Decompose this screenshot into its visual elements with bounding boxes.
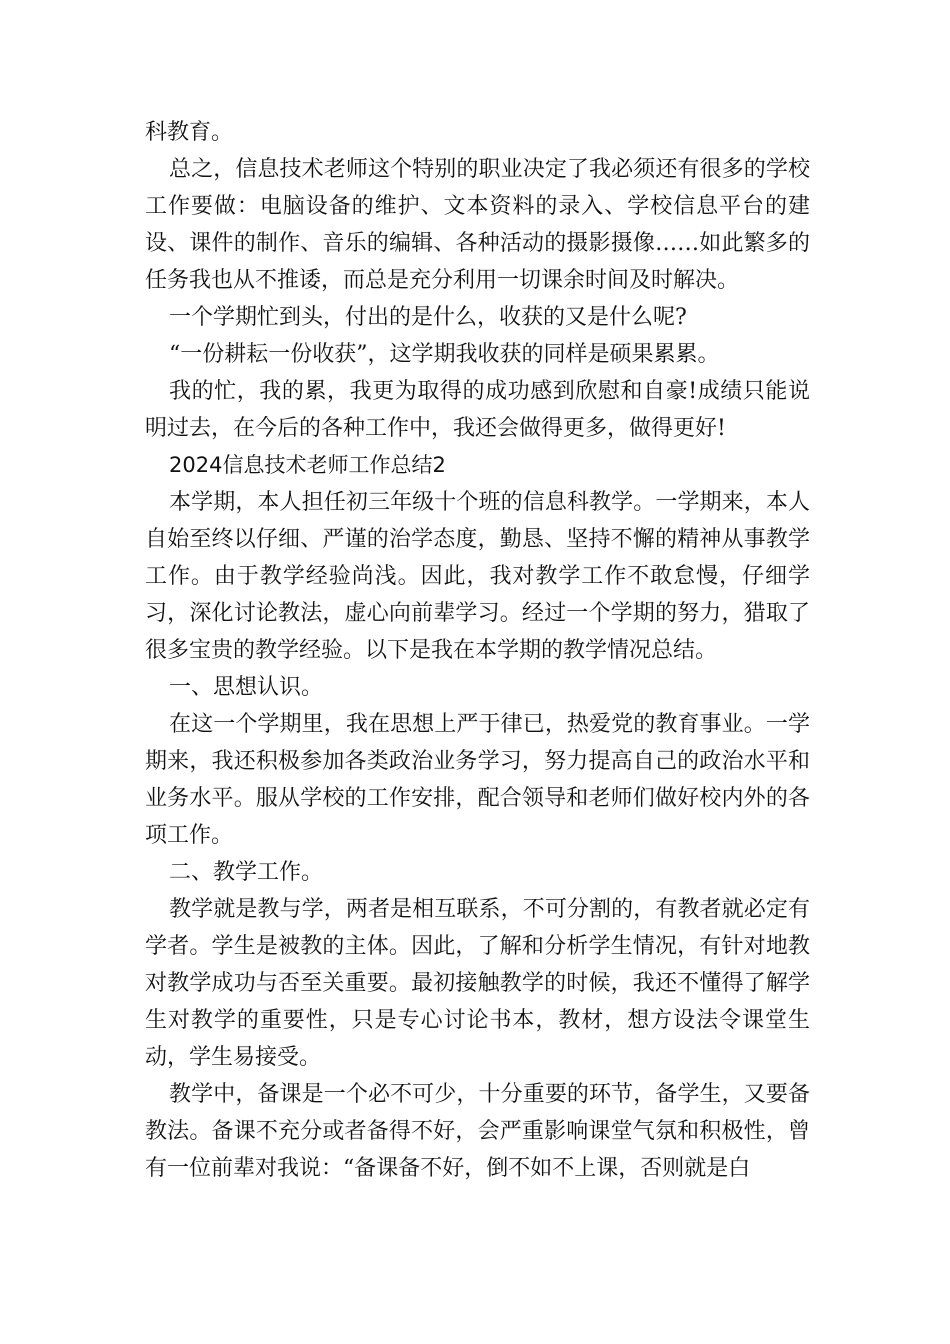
subheading-2: 二、教学工作。 [169,860,324,885]
paragraph-5: 我的忙，我的累，我更为取得的成功感到欣慰和自豪!成绩只能说明过去，在今后的各种工作中，我还会做得更多，做得更好! [145,379,810,441]
paragraph-3: 一个学期忙到头，付出的是什么，收获的又是什么呢? [169,305,687,330]
section-title: 2024信息技术老师工作总结2 [169,453,446,477]
paragraph-9: 在这一个学期里，我在思想上严于律已，热爱党的教育事业。一学期来，我还积极参加各类政治业务学习，努力提高自己的政治水平和业务水平。服从学校的工作安排，配合领导和老师们做好校内外的各项工作。 [145,712,810,848]
paragraph-12: 教学中，备课是一个必不可少，十分重要的环节，备学生，又要备教法。备课不充分或者备得不好，会严重影响课堂气氛和积极性，曾有一位前辈对我说：“备课备不好，倒不如不上课，否则就是白 [145,1082,810,1181]
paragraph-7: 本学期，本人担任初三年级十个班的信息科教学。一学期来，本人自始至终以仔细、严谨的治学态度，勤恳、坚持不懈的精神从事教学工作。由于教学经验尚浅。因此，我对教学工作不敢怠慢，仔细学习，深化讨论教法，虚心向前辈学习。经过一个学期的努力，猎取了很多宝贵的教学经验。以下是我在本学期的教学情况总结。 [145,490,810,663]
paragraph-11: 教学就是教与学，两者是相互联系，不可分割的，有教者就必定有学者。学生是被教的主体。因此，了解和分析学生情况，有针对地教对教学成功与否至关重要。最初接触教学的时候，我还不懂得了解学生对教学的重要性，只是专心讨论书本，教材，想方设法令课堂生动，学生易接受。 [145,897,810,1070]
document-body [145,114,810,1187]
paragraph-2: 总之，信息技术老师这个特别的职业决定了我必须还有很多的学校工作要做：电脑设备的维护、文本资料的录入、学校信息平台的建设、课件的制作、音乐的编辑、各种活动的摄影摄像……如此繁多的任务我也从不推诿，而总是充分利用一切课余时间及时解决。 [145,157,810,293]
paragraph-4: “一份耕耘一份收获”，这学期我收获的同样是硕果累累。 [169,342,720,367]
paragraph-1: 科教育。 [145,120,234,145]
subheading-1: 一、思想认识。 [169,675,324,700]
